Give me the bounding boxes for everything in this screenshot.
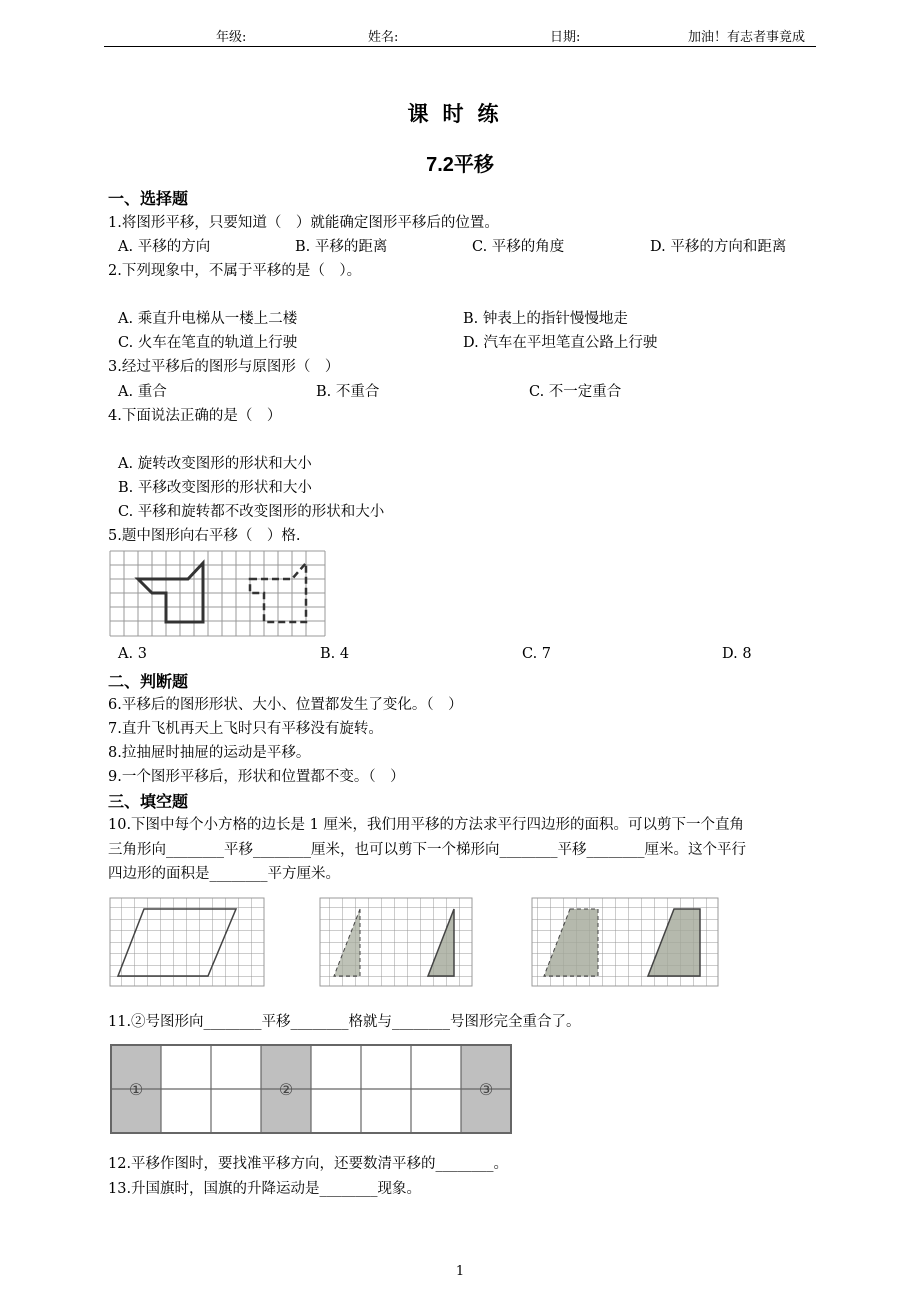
q6: 6.平移后的图形形状、大小、位置都发生了变化。（ ） bbox=[108, 697, 463, 713]
name-label: 姓名: bbox=[368, 30, 399, 45]
q1-option-a: A. 平移的方向 bbox=[118, 239, 211, 255]
section-judge: 二、判断题 bbox=[108, 672, 189, 691]
shape-3-label: ③ bbox=[478, 1080, 494, 1099]
q5-option-b: B. 4 bbox=[320, 646, 350, 662]
q11-strip-figure bbox=[108, 1042, 522, 1138]
q12: 12.平移作图时，要找准平移方向，还要数清平移的________。 bbox=[108, 1156, 509, 1172]
q1-stem: 1.将图形平移，只要知道（ ）就能确定图形平移后的位置。 bbox=[108, 215, 499, 231]
motto: 加油！有志者事竟成 bbox=[688, 30, 806, 45]
page-title: 课时练 bbox=[407, 101, 513, 126]
triangle-cut-figure bbox=[320, 898, 472, 986]
q2-stem: 2.下列现象中，不属于平移的是（ ）。 bbox=[108, 263, 362, 279]
q5-option-d: D. 8 bbox=[722, 646, 752, 662]
q10-line2: 三角形向________平移________厘米，也可以剪下一个梯形向________平移________厘米。这个平行 bbox=[108, 842, 746, 858]
q3-option-c: C. 不一定重合 bbox=[529, 384, 622, 400]
q4-option-a: A. 旋转改变图形的形状和大小 bbox=[118, 456, 312, 472]
q1-option-d: D. 平移的方向和距离 bbox=[650, 239, 787, 255]
shape-2-label: ② bbox=[278, 1080, 294, 1099]
q10-line1: 10.下图中每个小方格的边长是 1 厘米，我们用平移的方法求平行四边形的面积。可以剪下一个直角 bbox=[108, 817, 744, 833]
q10-line3: 四边形的面积是________平方厘米。 bbox=[108, 866, 340, 882]
page-header bbox=[104, 26, 816, 47]
shape-1-label: ① bbox=[128, 1080, 144, 1099]
q2-option-b: B. 钟表上的指针慢慢地走 bbox=[463, 311, 628, 327]
q5-grid-figure bbox=[108, 549, 328, 639]
date-label: 日期: bbox=[550, 30, 581, 45]
q2-option-d: D. 汽车在平坦笔直公路上行驶 bbox=[463, 335, 658, 351]
q3-stem: 3.经过平移后的图形与原图形（ ） bbox=[108, 359, 340, 375]
q9: 9.一个图形平移后，形状和位置都不变。（ ） bbox=[108, 769, 405, 785]
q2-option-c: C. 火车在笔直的轨道上行驶 bbox=[118, 335, 298, 351]
grade-label: 年级: bbox=[216, 30, 247, 45]
q11-stem: 11.②号图形向________平移________格就与________号图形完全重合了。 bbox=[108, 1014, 581, 1030]
q4-option-b: B. 平移改变图形的形状和大小 bbox=[118, 480, 312, 496]
q1-option-b: B. 平移的距离 bbox=[295, 239, 388, 255]
q8: 8.拉抽屉时抽屉的运动是平移。 bbox=[108, 745, 311, 761]
q1-option-c: C. 平移的角度 bbox=[472, 239, 565, 255]
section-choice: 一、选择题 bbox=[108, 189, 189, 208]
q3-option-b: B. 不重合 bbox=[316, 384, 380, 400]
q13: 13.升国旗时，国旗的升降运动是________现象。 bbox=[108, 1181, 422, 1197]
parallelogram-figure bbox=[110, 898, 264, 986]
section-fill: 三、填空题 bbox=[108, 792, 189, 811]
page-number: 1 bbox=[455, 1264, 465, 1279]
lesson-title: 7.2平移 bbox=[426, 154, 494, 176]
q4-stem: 4.下面说法正确的是（ ） bbox=[108, 408, 282, 424]
q5-option-a: A. 3 bbox=[118, 646, 147, 662]
trapezoid-cut-figure bbox=[532, 898, 718, 986]
q4-option-c: C. 平移和旋转都不改变图形的形状和大小 bbox=[118, 504, 385, 520]
q10-figures bbox=[108, 896, 720, 990]
q2-option-a: A. 乘直升电梯从一楼上二楼 bbox=[118, 311, 298, 327]
q5-stem: 5.题中图形向右平移（ ）格. bbox=[108, 528, 301, 544]
strip-lines bbox=[111, 1045, 511, 1133]
q7: 7.直升飞机再天上飞时只有平移没有旋转。 bbox=[108, 721, 383, 737]
q3-option-a: A. 重合 bbox=[118, 384, 167, 400]
q5-option-c: C. 7 bbox=[522, 646, 552, 662]
